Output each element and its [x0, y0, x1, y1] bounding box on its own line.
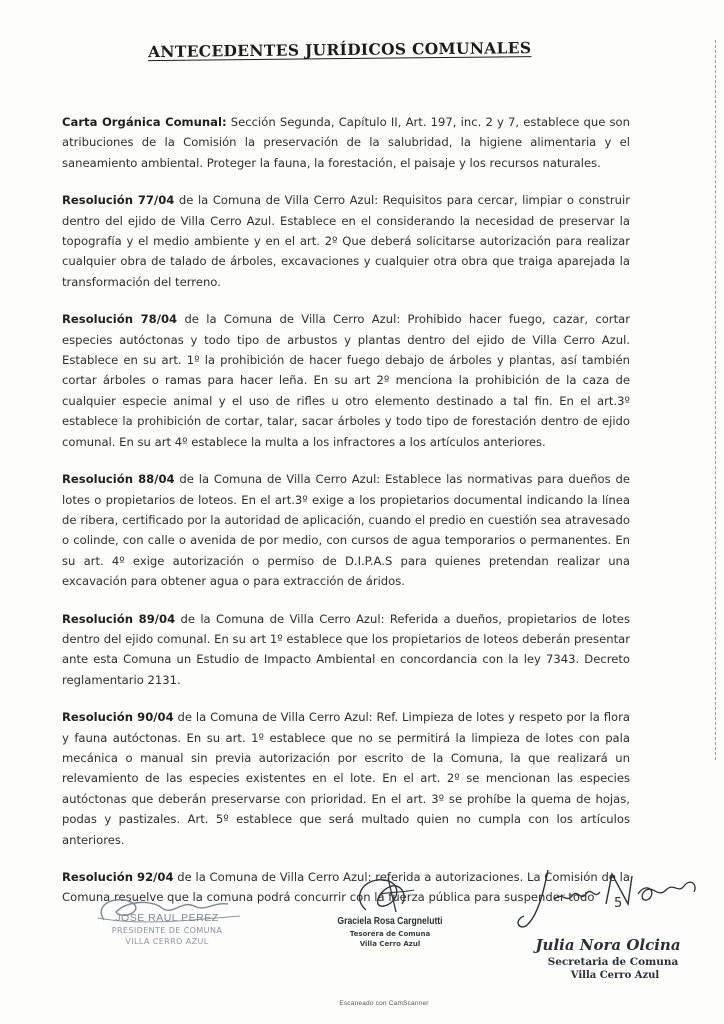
signatory-place: Villa Cerro Azul: [570, 970, 660, 981]
document-title: ANTECEDENTES JURÍDICOS COMUNALES: [147, 38, 532, 62]
paragraph-resolucion-77: [62, 190, 630, 292]
paragraph-text: de la Comuna de Villa Cerro Azul: Requisitos para cercar, limpiar o construir dentro del ejido de Villa Cerro Azul. Establece en el considerando la necesidad de preservar la topografía y el medio ambiente y en el art. 2º Que deberá solicitarse autorización para realizar cualquier obra de talado de árboles, excavaciones y cualquier otra obra que traiga aparejada la transformación del terreno.: [62, 193, 630, 289]
paragraph-heading: Resolución 77/04: [62, 193, 175, 208]
paragraph-text: de la Comuna de Villa Cerro Azul: Prohibido hacer fuego, cazar, cortar especies autóctonas y todo tipo de arbustos y plantas dentro del ejido de Villa Cerro Azul. Establece en su art. 1º la prohibición de hacer fuego debajo de árboles y plantas, así también cortar árboles o ramas para hacer leña. En su art 2º menciona la prohibición de la caza de cualquier especie animal y el uso de rifles u otro elemento destinado a tal fin. En el art.3º establece la prohibición de cortar, talar, sacar árboles y todo tipo de forestación dentro de ejido comunal. En su art 4º establece la multa a los infractores a los artículos anteriores.: [62, 312, 630, 449]
paragraph-heading: Resolución 88/04: [62, 472, 175, 487]
paragraph-heading: Carta Orgánica Comunal:: [62, 115, 227, 129]
signatory-place: VILLA CERRO AZUL: [125, 937, 209, 946]
paragraph-heading: Resolución 78/04: [62, 312, 178, 327]
signatory-name: Julia Nora Olcina: [535, 936, 681, 954]
page-edge-line: [714, 40, 716, 760]
paragraph-text: de la Comuna de Villa Cerro Azul: Referida a dueños, propietarios de lotes dentro del ejido comunal. En su art 1º establece que los propietarios de loteos deberán presentar ante esta Comuna un Estudio de Impacto Ambiental en concordancia con la ley 7343. Decreto reglamentario 2131.: [62, 611, 630, 687]
signature-block-olcina: [508, 860, 708, 990]
scanner-note: Escaneado con CamScanner: [339, 1000, 429, 1007]
signature-block-perez: [82, 890, 252, 970]
paragraph-text: Sección Segunda, Capítulo II, Art. 197, inc. 2 y 7, establece que son atribuciones de la Comisión la preservación de la salubridad, la higiene alimentaria y el saneamiento ambiental. Proteger la fauna, la forestación, el paisaje y los recursos naturales.: [62, 115, 631, 170]
signatory-role: PRESIDENTE DE COMUNA: [111, 926, 223, 935]
paragraph-resolucion-88: [62, 469, 630, 591]
paragraph-text: de la Comuna de Villa Cerro Azul: Ref. Limpieza de lotes y respeto por la flora y fauna autóctonas. En su art. 1º establece que no se permitirá la limpieza de lotes con pala mecánica o manual sin previa autorización por escrito de la Comuna, la que realizará un relevamiento de las especies existentes en el lote. En el art. 2º se mencionan las especies autóctonas que deberán preservarse con prioridad. En el art. 3º se prohíbe la quema de hojas, podas y pastizales. Art. 5º establece que será multado quien no cumpla con los artículos anteriores.: [62, 710, 630, 847]
handwritten-signature-cargnelutti: [322, 872, 458, 918]
paragraph-resolucion-78: [62, 309, 630, 452]
handwritten-signature-olcina: [508, 860, 708, 932]
paragraph-heading: Resolución 90/04: [62, 710, 174, 725]
signatory-role: Secretaria de Comuna: [547, 956, 679, 968]
paragraph-carta-organica: [62, 112, 630, 173]
scanner-footer: [0, 1000, 724, 1007]
page-number: 5: [614, 896, 623, 911]
handwritten-signature-perez: [82, 890, 252, 930]
paragraph-resolucion-89: [62, 609, 630, 691]
signatory-name: JOSE RAUL PEREZ: [115, 912, 219, 924]
paragraph-heading: Resolución 92/04: [62, 870, 174, 884]
document-body: [62, 112, 630, 925]
paragraph-heading: Resolución 89/04: [62, 611, 176, 626]
paragraph-text: de la Comuna de Villa Cerro Azul: referida a autorizaciones. La Comisión de la Comuna resuelve que la comuna podrá concurrir con la fuerza pública para suspender todo: [62, 870, 630, 905]
paragraph-resolucion-90: [62, 707, 630, 850]
signature-block-cargnelutti: [322, 872, 458, 962]
signatory-role: Tesorera de Comuna: [349, 930, 431, 938]
paragraph-text: de la Comuna de Villa Cerro Azul: Establece las normativas para dueños de lotes o propietarios de loteos. En el art.3º exige a los propietarios documental indicando la línea de ribera, certificado por la autoridad de aplicación, cuando el predio en cuestión sea atravesado o colinde, con calle o avenida de por medio, con cursos de agua temporarios o permanentes. En su art. 4º exige autorización o permiso de D.I.P.A.S para quienes pretendan realizar una excavación para obtener agua o para extracción de áridos.: [62, 472, 630, 589]
signatory-place: Villa Cerro Azul: [359, 940, 421, 948]
signatory-name: Graciela Rosa Cargnelutti: [337, 916, 443, 927]
